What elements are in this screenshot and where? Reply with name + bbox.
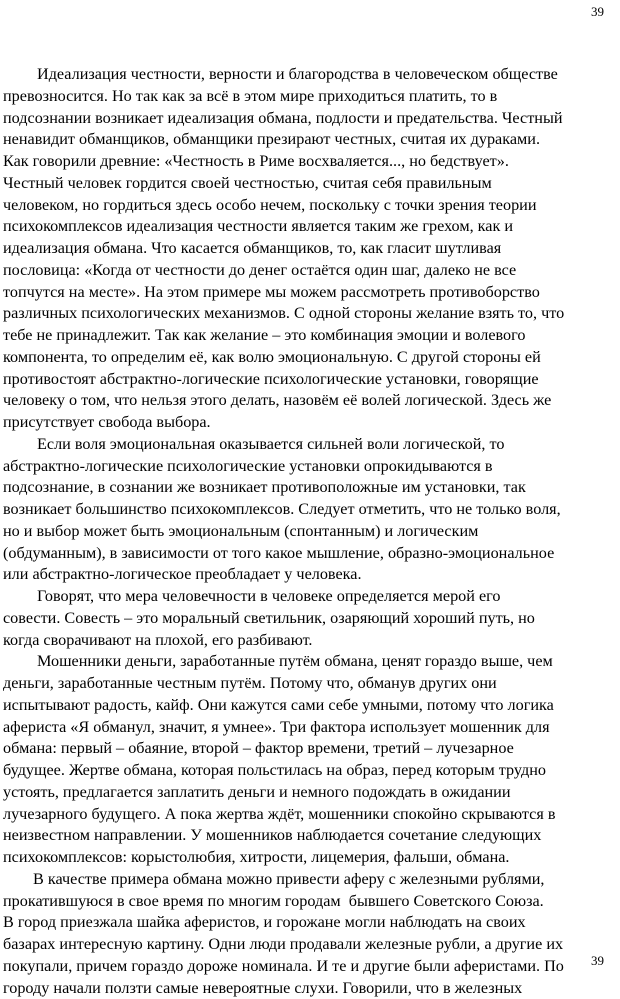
text-line: устоять, предлагается заплатить деньги и немного подождать в ожидании [3,782,620,804]
text-line: лучезарного будущего. А пока жертва ждёт, мошенники спокойно скрываются в [3,804,620,826]
text-line: психокомплексов идеализация честности является таким же грехом, как и [3,216,620,238]
text-line: неизвестном направлении. У мошенников наблюдается сочетание следующих [3,825,620,847]
text-line: городу начали ползти самые невероятные слухи. Говорили, что в железных [3,978,620,999]
text-line: покупали, причем гораздо дороже номинала. И те и другие были аферистами. По [3,956,620,978]
text-line: подсознание, в сознании же возникает противоположные им установки, так [3,477,620,499]
text-line: Мошенники деньги, заработанные путём обмана, ценят гораздо выше, чем [3,651,620,673]
text-line: афериста «Я обманул, значит, я умнее». Три фактора использует мошенник для [3,717,620,739]
text-line: идеализация обмана. Что касается обманщиков, то, как гласит шутливая [3,238,620,260]
text-line: деньги, заработанные честным путём. Потому что, обманув других они [3,673,620,695]
page-number-top: 39 [591,5,604,19]
text-line: Как говорили древние: «Честность в Риме восхваляется..., но бедствует». [3,151,620,173]
text-line: топчутся на месте». На этом примере мы можем рассмотреть противоборство [3,282,620,304]
text-line: человеком, но гордиться здесь особо нечем, поскольку с точки зрения теории [3,195,620,217]
text-line: противостоят абстрактно-логические психологические установки, говорящие [3,369,620,391]
text-line: различных психологических механизмов. С одной стороны желание взять то, что [3,303,620,325]
text-line: будущее. Жертве обмана, которая польстилась на образ, перед которым трудно [3,760,620,782]
text-line: подсознании возникает идеализация обмана, подлости и предательства. Честный [3,108,620,130]
text-line: психокомплексов: корыстолюбия, хитрости, лицемерия, фальши, обмана. [3,847,620,869]
page-number-bottom: 39 [591,954,604,968]
text-line: Если воля эмоциональная оказывается сильней воли логической, то [3,434,620,456]
text-line: человеку о том, что нельзя этого делать, назовём её волей логической. Здесь же [3,390,620,412]
text-line: базарах интересную картину. Одни люди продавали железные рубли, а другие их [3,934,620,956]
text-line: (обдуманным), в зависимости от того какое мышление, образно-эмоциональное [3,543,620,565]
text-line: когда сворачивают на плохой, его разбивают. [3,630,620,652]
text-line: или абстрактно-логическое преобладает у человека. [3,564,620,586]
text-line: превозносится. Но так как за всё в этом мире приходиться платить, то в [3,86,620,108]
text-line: В город приезжала шайка аферистов, и горожане могли наблюдать на своих [3,912,620,934]
text-line: испытывают радость, кайф. Они кажутся сами себе умными, потому что логика [3,695,620,717]
text-line: прокатившуюся в свое время по многим городам бывшего Советского Союза. [3,891,620,913]
text-line: совести. Совесть – это моральный светильник, озаряющий хороший путь, но [3,608,620,630]
text-line: присутствует свобода выбора. [3,412,620,434]
text-line: возникает большинство психокомплексов. Следует отметить, что не только воля, [3,499,620,521]
body-text [3,64,620,999]
text-line: абстрактно-логические психологические установки опрокидываются в [3,456,620,478]
text-line: Говорят, что мера человечности в человеке определяется мерой его [3,586,620,608]
text-line: но и выбор может быть эмоциональным (спонтанным) и логическим [3,521,620,543]
text-line: пословица: «Когда от честности до денег остаётся один шаг, далеко не все [3,260,620,282]
text-line: Идеализация честности, верности и благородства в человеческом обществе [3,64,620,86]
text-line: ненавидит обманщиков, обманщики презирают честных, считая их дураками. [3,129,620,151]
text-line: компонента, то определим её, как волю эмоциональную. С другой стороны ей [3,347,620,369]
text-line: тебе не принадлежит. Так как желание – это комбинация эмоции и волевого [3,325,620,347]
text-line: В качестве примера обмана можно привести аферу с железными рублями, [3,869,620,891]
text-line: Честный человек гордится своей честностью, считая себя правильным [3,173,620,195]
text-line: обмана: первый – обаяние, второй – фактор времени, третий – лучезарное [3,738,620,760]
